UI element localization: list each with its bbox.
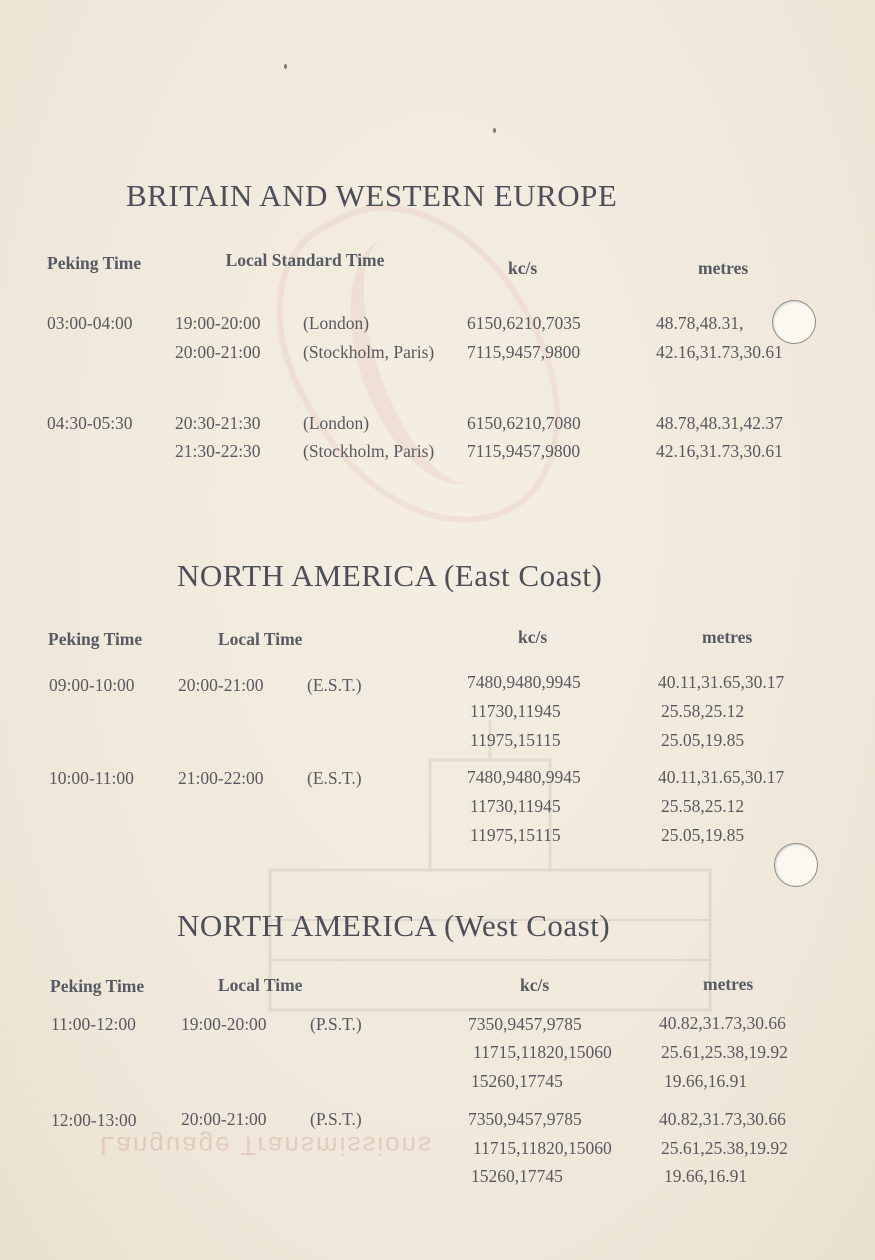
peking-time-cell: 03:00-04:00 (47, 313, 133, 333)
column-header-local-time: Local Time (218, 975, 303, 995)
metres-cell: 42.16,31.73,30.61 (656, 441, 783, 461)
place-cell: (London) (303, 413, 370, 433)
column-header-metres: metres (702, 627, 753, 647)
place-cell: (London) (303, 313, 370, 333)
column-header-peking-time: Peking Time (50, 976, 145, 996)
speck (493, 128, 496, 133)
peking-time-cell: 04:30-05:30 (47, 413, 133, 433)
section-title: NORTH AMERICA (East Coast) (177, 558, 603, 593)
section-title: BRITAIN AND WESTERN EUROPE (126, 178, 618, 213)
local-time-cell: 21:30-22:30 (175, 441, 261, 461)
kcs-cell: 11715,11820,15060 (473, 1138, 612, 1158)
metres-cell: 19.66,16.91 (664, 1071, 748, 1091)
column-header-local-time-text: Local Standard Time (225, 250, 385, 270)
metres-cell: 19.66,16.91 (664, 1166, 748, 1186)
column-header-kcs: kc/s (518, 627, 548, 647)
metres-cell: 25.58,25.12 (661, 796, 745, 816)
metres-cell: 40.82,31.73,30.66 (659, 1109, 786, 1129)
place-cell: (E.S.T.) (307, 675, 362, 695)
kcs-cell: 6150,6210,7080 (467, 413, 581, 433)
peking-time-cell: 12:00-13:00 (51, 1110, 137, 1130)
peking-time-cell: 10:00-11:00 (49, 768, 134, 788)
kcs-cell: 11730,11945 (470, 796, 561, 816)
local-time-cell: 19:00-20:00 (175, 313, 261, 333)
kcs-cell: 15260,17745 (471, 1166, 563, 1186)
place-cell: (P.S.T.) (310, 1014, 362, 1034)
metres-cell: 25.61,25.38,19.92 (661, 1138, 788, 1158)
speck (284, 64, 287, 69)
kcs-cell: 7480,9480,9945 (467, 672, 581, 692)
column-header-local-time: Local Time (218, 629, 303, 649)
kcs-cell: 7115,9457,9800 (467, 441, 581, 461)
kcs-cell: 11975,15115 (470, 825, 561, 845)
metres-cell: 40.11,31.65,30.17 (658, 672, 785, 692)
metres-cell: 25.61,25.38,19.92 (661, 1042, 788, 1062)
kcs-cell: 7350,9457,9785 (468, 1014, 582, 1034)
column-header-metres: metres (698, 258, 749, 278)
kcs-cell: 15260,17745 (471, 1071, 563, 1091)
peking-time-cell: 11:00-12:00 (51, 1014, 136, 1034)
peking-time-cell: 09:00-10:00 (49, 675, 135, 695)
kcs-cell: 7480,9480,9945 (467, 767, 581, 787)
kcs-cell: 6150,6210,7035 (467, 313, 581, 333)
column-header-kcs: kc/s (508, 258, 538, 278)
column-header-local-time (217, 248, 397, 272)
place-cell: (E.S.T.) (307, 768, 362, 788)
kcs-cell: 11975,15115 (470, 730, 561, 750)
local-time-cell: 20:00-21:00 (175, 342, 261, 362)
column-header-peking-time: Peking Time (47, 253, 142, 273)
place-cell: (P.S.T.) (310, 1109, 362, 1129)
punch-hole (774, 843, 818, 887)
local-time-cell: 20:00-21:00 (178, 675, 264, 695)
column-header-kcs: kc/s (520, 975, 550, 995)
metres-cell: 40.11,31.65,30.17 (658, 767, 785, 787)
kcs-cell: 7115,9457,9800 (467, 342, 581, 362)
metres-cell: 48.78,48.31,42.37 (656, 413, 783, 433)
column-header-peking-time: Peking Time (48, 629, 143, 649)
metres-cell: 42.16,31.73,30.61 (656, 342, 783, 362)
metres-cell: 48.78,48.31, (656, 313, 744, 333)
local-time-cell: 20:00-21:00 (181, 1109, 267, 1129)
local-time-cell: 21:00-22:00 (178, 768, 264, 788)
metres-cell: 25.58,25.12 (661, 701, 745, 721)
punch-hole (772, 300, 816, 344)
place-cell: (Stockholm, Paris) (303, 342, 435, 362)
place-cell: (Stockholm, Paris) (303, 441, 435, 461)
metres-cell: 25.05,19.85 (661, 825, 745, 845)
section-title: NORTH AMERICA (West Coast) (177, 908, 611, 943)
local-time-cell: 19:00-20:00 (181, 1014, 267, 1034)
metres-cell: 40.82,31.73,30.66 (659, 1013, 786, 1033)
kcs-cell: 11715,11820,15060 (473, 1042, 612, 1062)
kcs-cell: 11730,11945 (470, 701, 561, 721)
bleed-through-text: Language Transmissions (100, 1131, 434, 1161)
metres-cell: 25.05,19.85 (661, 730, 745, 750)
column-header-metres: metres (703, 974, 754, 994)
local-time-cell: 20:30-21:30 (175, 413, 261, 433)
kcs-cell: 7350,9457,9785 (468, 1109, 582, 1129)
